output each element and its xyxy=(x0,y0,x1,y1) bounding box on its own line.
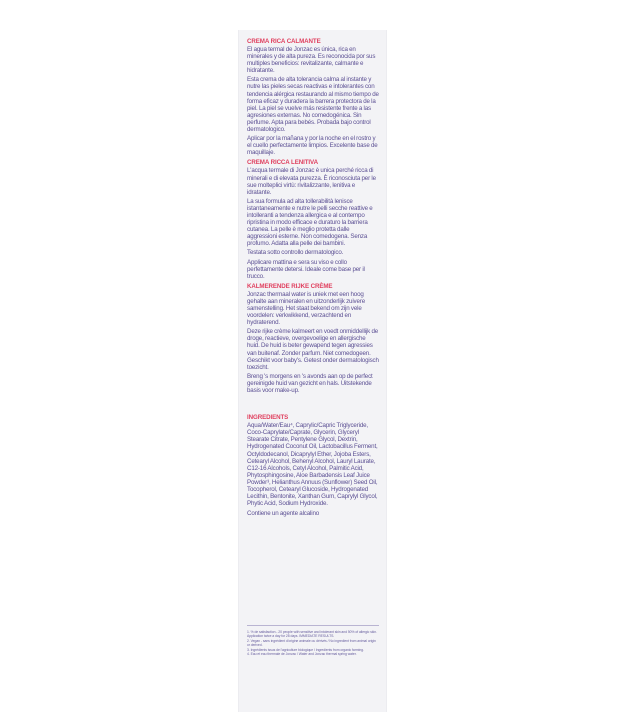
section-paragraph: Jonzac thermaal water is uniek met een hoog gehalte aan mineralen en uitzonderlijk zuivere samenstelling. Het staat bekend om zijn vele voordelen: verkwikkend, verzachtend en hydraterend. xyxy=(247,290,365,327)
ingredients-heading: INGREDIENTS xyxy=(247,414,289,422)
section-paragraph: Breng 's morgens en 's avonds aan op de perfect gereinigde huid van gezicht en hals. Uitstekende basis voor make-up. xyxy=(247,372,373,395)
footnote: 1. % de satisfaction - 20 people with sensitive and intolerant skin and 50% of allergic skin. Application twice a day for 28 days. IMMEDIATE RESULTS. xyxy=(247,630,377,639)
alkaline-notice: Contiene un agente alcalino xyxy=(247,510,320,518)
section-paragraph: El agua termal de Jonzac es única, rica en minerales y de alta pureza. Es reconocida por sus multiples beneficios: revitalizante, calmante e hidratante. xyxy=(247,46,376,75)
section-heading: CREMA RICCA LENITIVA xyxy=(247,159,318,167)
section-spanish xyxy=(247,38,379,156)
spacer xyxy=(247,397,379,414)
ingredients-section xyxy=(247,414,379,517)
section-paragraph: Testata sotto controllo dermatologico. xyxy=(247,249,344,257)
product-info-panel xyxy=(238,30,387,712)
section-italian xyxy=(247,159,379,279)
section-heading: CREMA RICA CALMANTE xyxy=(247,38,321,45)
footnote: 4. Eau et eau thermale de Jonzac / Water and Jonzac thermal spring water. xyxy=(247,652,357,657)
section-paragraph: L'acqua termale di Jonzac è unica perché ricca di minerali e di elevata purezza. È riconosciuta per le sue molteplici virtù: rivitalizzante, lenitiva e idratante. xyxy=(247,167,376,196)
ingredients-list: Aqua/Water/Eau⁴, Caprylic/Capric Triglyceride, Coco-Caprylate/Caprate, Glycerin, Glyceryl Stearate Citrate, Pentylene Glycol, Dextrin, Hydrogenated Coconut Oil, Lactobacillus Ferment, Octyldodecanol, Dicaprylyl Ether, Jojoba Esters, Cetearyl Alcohol, Behenyl Alcohol, Lauryl Laurate, C12-16 Alcohols, Cetyl Alcohol, Palmitic Acid, Phytosphingosine, Aloe Barbadensis Leaf Juice Powder³, Helianthus Annuus (Sunflower) Seed Oil, Tocopherol, Cetearyl Glucoside, Hydrogenated Lecithin, Bentonite, Xanthan Gum, Caprylyl Glycol, Phytic Acid, Sodium Hydroxide. xyxy=(247,422,378,508)
section-paragraph: Aplicar por la mañana y por la noche en el rostro y el cuello perfectamente limpios. Excelente base de maquillaje. xyxy=(247,135,378,157)
footnotes xyxy=(247,625,379,657)
section-heading: KALMERENDE RIJKE CRÈME xyxy=(247,282,333,290)
section-paragraph: La sua formula ad alta tollerabilità lenisce istantaneamente e nutre le pelli secche reattive e intolleranti a tendenza allergica e al contempo ripristina in modo efficace e duraturo la barriera cutanea. La pelle è meglio protetta dalle aggressioni esterne. Non comedogena. Senza profumo. Adatta alla pelle dei bambini. xyxy=(247,197,373,248)
section-dutch xyxy=(247,283,379,394)
footnote: 3. Ingrédients issus de l'agriculture biologique / Ingredients from organic farming. xyxy=(247,647,364,652)
footnote: 2. Vegan - sans ingrédient d'origine animale ou dérivés / No ingredient from animal origin or derived. xyxy=(247,638,376,647)
section-paragraph: Applicare mattina e sera su viso e collo perfettamente detersi. Ideale come base per il trucco. xyxy=(247,258,365,280)
section-paragraph: Esta crema de alta tolerancia calma al instante y nutre las pieles secas reactivas e intolerantes con tendencia alérgica restaurando al mismo tiempo de forma eficaz y duradera la barrera protectora de la piel. La piel se vuelve más resistente frente a las agresiones externas. No comedogénica. Sin perfume. Apta para bebés. Probada bajo control dermatologico. xyxy=(247,76,379,134)
section-paragraph: Deze rijke crème kalmeert en voedt onmiddellijk de droge, reactieve, overgevoelige en allergische huid. De huid is beter gewapend tegen agressies van buitenaf. Zonder parfum. Niet comedogeen. Geschikt voor baby's. Getest onder dermatologisch toezicht. xyxy=(247,328,379,371)
